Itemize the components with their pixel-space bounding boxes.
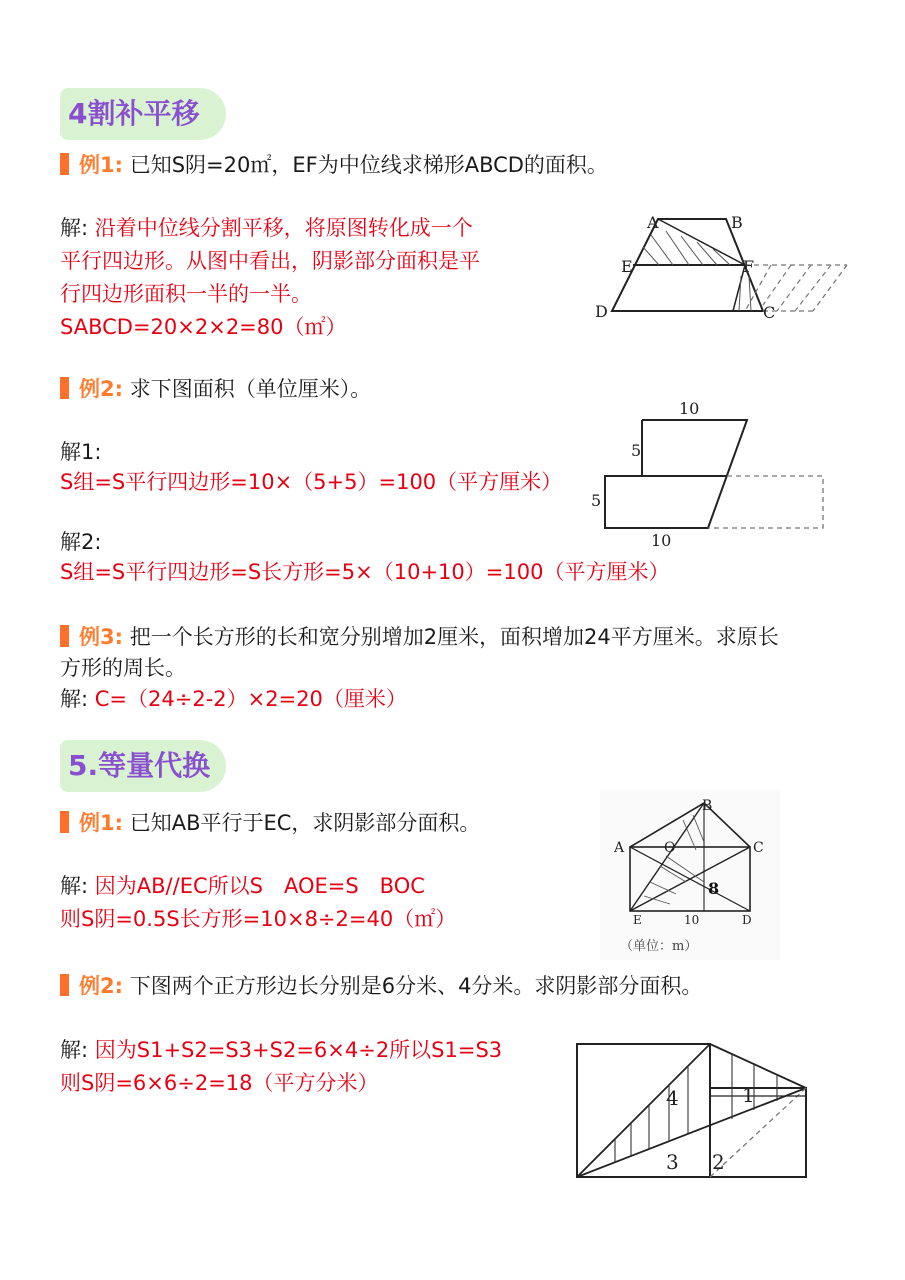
- label-bottom-10: 10: [651, 531, 672, 550]
- accent-bar: [60, 377, 69, 399]
- section-heading-4: [60, 88, 226, 140]
- solution-line: 因为S1+S2=S3+S2=6×4÷2所以S1=S3: [94, 1038, 503, 1062]
- solution-formula: 则S阴=6×6÷2=18（平方分米）: [60, 1071, 379, 1095]
- example-3-question: [60, 622, 779, 652]
- accent-bar: [60, 625, 69, 647]
- solution-label: 解:: [60, 216, 89, 240]
- question-text: 把一个长方形的长和宽分别增加2厘米，面积增加24平方厘米。求原长: [129, 625, 779, 649]
- solution-line: 行四边形面积一半的一半。: [60, 282, 312, 306]
- label-B: B: [702, 798, 713, 814]
- question-text: 求下图面积（单位厘米）。: [129, 377, 372, 401]
- example-label: 例3:: [79, 625, 124, 649]
- example-1-solution: [60, 212, 480, 344]
- example-2-solution2-label: 解2:: [60, 530, 102, 554]
- label-C: C: [753, 840, 764, 856]
- label-region-2: 2: [712, 1150, 725, 1174]
- label-10: 10: [684, 913, 700, 927]
- example-3-solution: [60, 683, 407, 716]
- trapezoid-figure: [585, 210, 860, 325]
- example-2-solution1: S组=S平行四边形=10×（5+5）=100（平方厘米）: [60, 470, 563, 494]
- label-O: O: [664, 840, 676, 856]
- label-A: A: [614, 840, 625, 856]
- example-2-solution2: S组=S平行四边形=S长方形=5×（10+10）=100（平方厘米）: [60, 560, 670, 584]
- rectangle-triangle-figure: [600, 790, 780, 960]
- section-heading-5: [60, 740, 226, 792]
- example-3-question-line2: 方形的周长。: [60, 656, 186, 680]
- solution-label: 解:: [60, 874, 89, 898]
- example-5-2-question: [60, 971, 702, 1001]
- section-heading-5-text: 5.等量代换: [68, 749, 211, 782]
- section-heading-4-text: 4割补平移: [68, 97, 200, 130]
- label-C: C: [763, 303, 776, 322]
- label-region-3: 3: [666, 1150, 679, 1174]
- solution-formula: SABCD=20×2×2=80（㎡）: [60, 315, 347, 339]
- accent-bar: [60, 811, 69, 833]
- question-text: 已知AB平行于EC，求阴影部分面积。: [129, 811, 481, 835]
- compound-shape-figure: [585, 398, 830, 550]
- label-region-1: 1: [742, 1083, 755, 1107]
- accent-bar: [60, 153, 69, 175]
- question-text: 下图两个正方形边长分别是6分米、4分米。求阴影部分面积。: [129, 974, 703, 998]
- label-8: 8: [708, 879, 720, 898]
- example-2-question: [60, 374, 371, 404]
- label-B: B: [731, 213, 743, 232]
- label-E: E: [633, 913, 642, 927]
- solution-formula: 则S阴=0.5S长方形=10×8÷2=40（㎡）: [60, 907, 457, 931]
- example-label: 例2:: [79, 974, 124, 998]
- example-5-1-solution: [60, 870, 456, 936]
- label-region-4: 4: [666, 1086, 679, 1110]
- solution-label: 解:: [60, 1038, 89, 1062]
- solution-formula: C=（24÷2-2）×2=20（厘米）: [94, 687, 407, 711]
- solution-line: 平行四边形。从图中看出，阴影部分面积是平: [60, 249, 480, 273]
- label-E: E: [621, 257, 633, 276]
- example-label: 例2:: [79, 377, 124, 401]
- label-top-10: 10: [679, 399, 700, 418]
- example-1-question: [60, 150, 608, 180]
- label-D: D: [595, 302, 608, 321]
- label-F: F: [743, 257, 755, 276]
- question-text: 已知S阴=20㎡，EF为中位线求梯形ABCD的面积。: [129, 153, 608, 177]
- accent-bar: [60, 974, 69, 996]
- example-label: 例1:: [79, 153, 124, 177]
- solution-line: 沿着中位线分割平移，将原图转化成一个: [94, 216, 473, 240]
- figure-caption: （单位：m）: [620, 939, 698, 954]
- label-A: A: [647, 213, 659, 232]
- two-squares-figure: [570, 1035, 815, 1185]
- example-2-solution1-label: 解1:: [60, 440, 102, 464]
- label-D: D: [742, 913, 752, 927]
- example-label: 例1:: [79, 811, 124, 835]
- label-left-5-upper: 5: [631, 441, 642, 460]
- label-left-5-lower: 5: [591, 491, 602, 510]
- example-5-1-question: [60, 808, 480, 838]
- solution-label: 解:: [60, 687, 89, 711]
- solution-line: 因为AB//EC所以S AOE=S BOC: [94, 874, 425, 898]
- example-5-2-solution: [60, 1034, 502, 1100]
